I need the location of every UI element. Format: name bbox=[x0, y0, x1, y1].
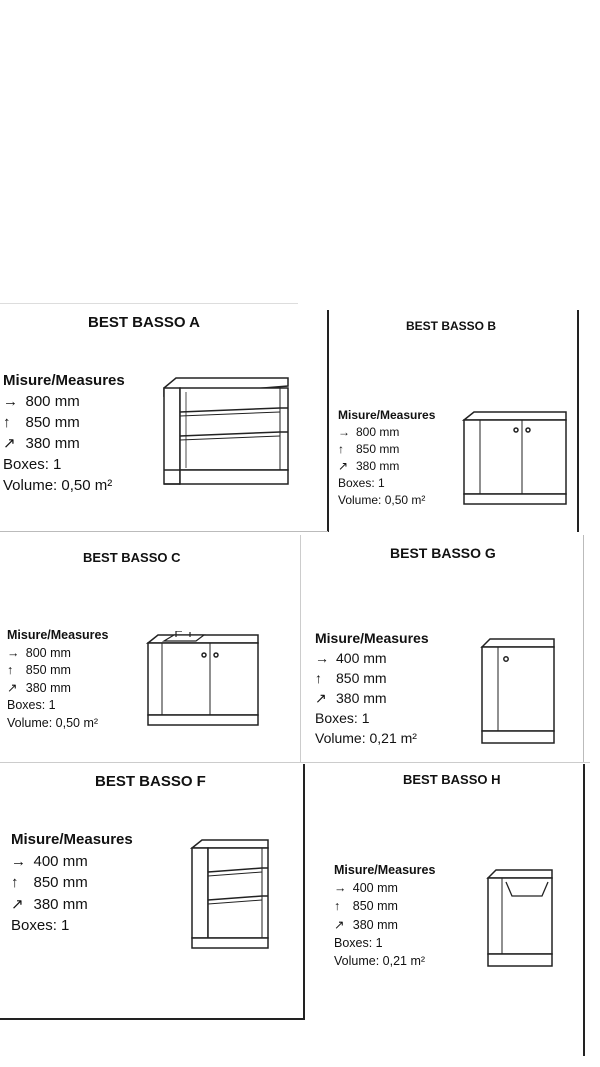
product-title: BEST BASSO F bbox=[95, 773, 206, 790]
divider-line bbox=[327, 310, 329, 532]
product-panel-b bbox=[330, 310, 576, 532]
measures-heading: Misure/Measures bbox=[11, 831, 133, 848]
height-value: 850 mm bbox=[356, 442, 400, 456]
depth-value: 380 mm bbox=[25, 680, 71, 695]
depth-arrow-icon: ↗ bbox=[7, 680, 18, 695]
depth-arrow-icon: ↗ bbox=[11, 895, 24, 913]
measures-block bbox=[3, 370, 125, 496]
depth-arrow-icon: ↗ bbox=[3, 435, 16, 452]
boxes-count: Boxes: 1 bbox=[3, 456, 62, 473]
measures-block bbox=[315, 628, 429, 748]
height-arrow-icon: ↑ bbox=[11, 874, 19, 891]
depth-value: 380 mm bbox=[33, 895, 88, 913]
product-panel-a bbox=[0, 304, 298, 531]
product-panel-f bbox=[0, 764, 302, 1018]
depth-value: 380 mm bbox=[25, 435, 80, 452]
depth-arrow-icon: ↗ bbox=[334, 917, 345, 932]
divider-line bbox=[0, 1018, 305, 1020]
measures-block bbox=[11, 829, 133, 937]
volume-value: Volume: 0,21 m² bbox=[315, 730, 417, 746]
width-value: 400 mm bbox=[33, 852, 88, 870]
product-panel-h bbox=[306, 764, 582, 1056]
product-panel-c bbox=[0, 535, 298, 761]
depth-value: 380 mm bbox=[352, 917, 398, 932]
width-value: 800 mm bbox=[356, 425, 400, 439]
sink-cabinet-icon bbox=[146, 631, 262, 731]
open-shelf-cabinet-icon bbox=[160, 374, 292, 490]
height-arrow-icon: ↑ bbox=[334, 899, 341, 914]
divider-line bbox=[583, 764, 585, 1056]
product-title: BEST BASSO H bbox=[403, 772, 501, 787]
volume-value: Volume: 0,21 m² bbox=[334, 954, 426, 969]
tilt-bin-cabinet-icon bbox=[486, 866, 556, 970]
depth-value: 380 mm bbox=[356, 459, 400, 473]
boxes-count: Boxes: 1 bbox=[315, 710, 370, 726]
measures-heading: Misure/Measures bbox=[7, 628, 109, 642]
single-door-cabinet-icon bbox=[480, 635, 558, 747]
boxes-count: Boxes: 1 bbox=[338, 476, 385, 490]
volume-value: Volume: 0,50 m² bbox=[338, 493, 426, 507]
divider-line bbox=[303, 764, 305, 1020]
measures-block bbox=[338, 407, 435, 509]
product-title: BEST BASSO C bbox=[83, 550, 181, 565]
height-arrow-icon: ↑ bbox=[3, 414, 11, 431]
measures-heading: Misure/Measures bbox=[3, 372, 125, 389]
measures-heading: Misure/Measures bbox=[315, 630, 429, 646]
divider-line bbox=[577, 310, 579, 532]
height-value: 850 mm bbox=[25, 414, 80, 431]
height-arrow-icon: ↑ bbox=[315, 670, 322, 686]
measures-heading: Misure/Measures bbox=[334, 863, 436, 877]
boxes-count: Boxes: 1 bbox=[11, 917, 70, 934]
width-value: 800 mm bbox=[25, 645, 71, 660]
width-value: 400 mm bbox=[336, 650, 387, 666]
measures-block bbox=[7, 627, 108, 732]
height-value: 850 mm bbox=[33, 874, 88, 891]
boxes-count: Boxes: 1 bbox=[334, 935, 383, 950]
depth-arrow-icon: ↗ bbox=[315, 690, 327, 706]
depth-arrow-icon: ↗ bbox=[338, 459, 349, 473]
height-value: 850 mm bbox=[352, 899, 398, 914]
product-title: BEST BASSO A bbox=[88, 314, 200, 331]
width-value: 800 mm bbox=[25, 393, 80, 410]
product-title: BEST BASSO B bbox=[406, 319, 497, 333]
height-arrow-icon: ↑ bbox=[7, 663, 14, 677]
width-value: 400 mm bbox=[352, 881, 398, 896]
product-panel-g bbox=[302, 535, 582, 761]
measures-heading: Misure/Measures bbox=[338, 408, 436, 422]
width-arrow-icon: → bbox=[315, 650, 329, 666]
boxes-count: Boxes: 1 bbox=[7, 698, 56, 712]
volume-value: Volume: 0,50 m² bbox=[7, 715, 99, 730]
divider-line bbox=[583, 535, 584, 763]
width-arrow-icon: → bbox=[11, 852, 26, 870]
depth-value: 380 mm bbox=[336, 690, 387, 706]
width-arrow-icon: → bbox=[3, 393, 18, 410]
width-arrow-icon: → bbox=[334, 881, 347, 896]
narrow-shelf-cabinet-icon bbox=[190, 836, 272, 952]
height-arrow-icon: ↑ bbox=[338, 442, 344, 456]
width-arrow-icon: → bbox=[7, 645, 20, 660]
divider-line bbox=[0, 762, 590, 763]
product-title: BEST BASSO G bbox=[390, 545, 496, 561]
height-value: 850 mm bbox=[25, 663, 71, 677]
width-arrow-icon: → bbox=[338, 425, 350, 439]
divider-line bbox=[0, 531, 328, 532]
volume-value: Volume: 0,50 m² bbox=[3, 477, 113, 494]
two-door-cabinet-icon bbox=[462, 410, 570, 508]
height-value: 850 mm bbox=[336, 670, 387, 686]
divider-line bbox=[300, 535, 301, 763]
measures-block bbox=[334, 861, 435, 970]
